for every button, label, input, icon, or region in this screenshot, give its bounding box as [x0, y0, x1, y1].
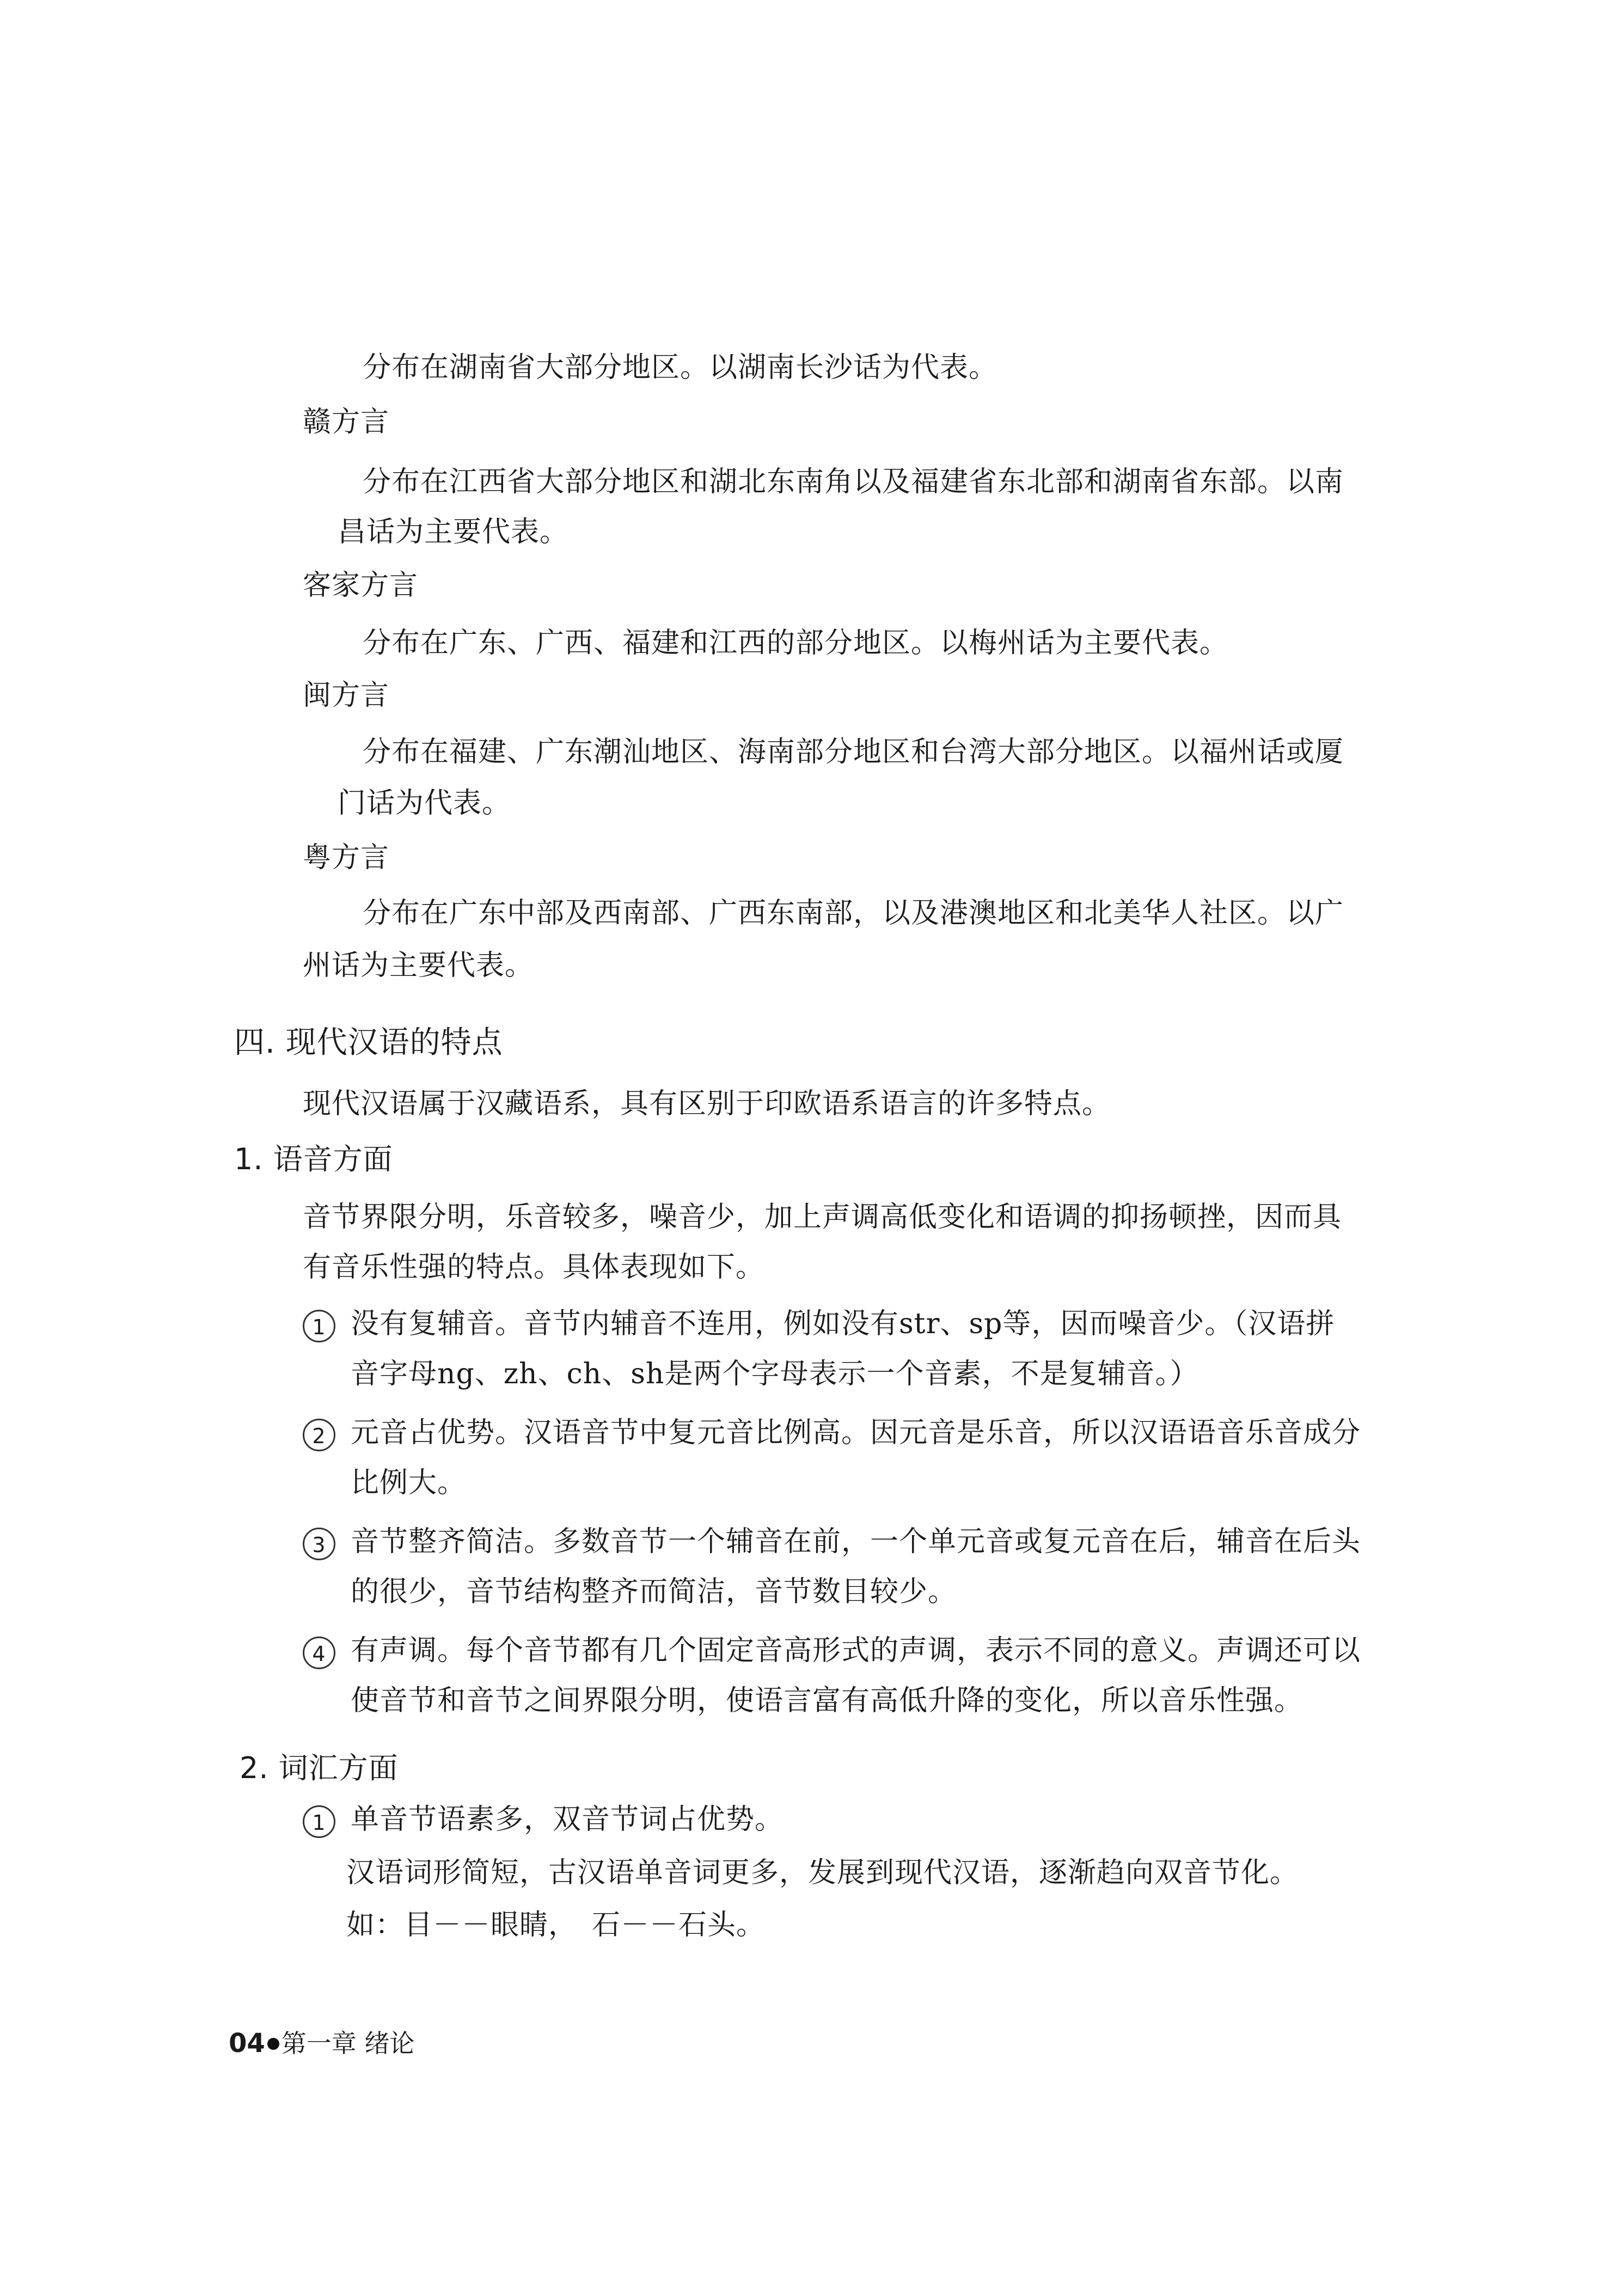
gan-dialect-name: 赣方言	[303, 406, 390, 438]
gan-dialect-desc-1: 分布在江西省大部分地区和湖北东南角以及福建省东北部和湖南省东部。以南	[363, 466, 1344, 498]
circled-number: 2	[303, 1419, 335, 1451]
yue-dialect-desc-1: 分布在广东中部及西南部、广西东南部，以及港澳地区和北美华人社区。以广	[363, 897, 1344, 930]
phonetics-item-line2: 比例大。	[351, 1467, 467, 1499]
phonetics-item-line2: 使音节和音节之间界限分明，使语言富有高低升降的变化，所以音乐性强。	[351, 1684, 1303, 1717]
gan-dialect-desc-2: 昌话为主要代表。	[338, 516, 569, 548]
phonetics-item	[303, 1305, 1335, 1343]
yue-dialect-name: 粤方言	[303, 841, 390, 874]
min-dialect-name: 闽方言	[303, 679, 390, 712]
phonetics-item	[303, 1523, 1361, 1561]
vocab-item	[303, 1800, 784, 1839]
vocab-item-desc: 汉语词形简短，古汉语单音词更多，发展到现代汉语，逐渐趋向双音节化。	[346, 1857, 1299, 1889]
section-intro: 现代汉语属于汉藏语系，具有区别于印欧语系语言的许多特点。	[303, 1088, 1111, 1120]
page-number: 04	[229, 2028, 265, 2059]
yue-dialect-desc-2: 州话为主要代表。	[303, 949, 534, 982]
circled-number: 3	[303, 1528, 335, 1560]
circled-number: 1	[303, 1805, 335, 1838]
vocab-item-text: 单音节语素多，双音节词占优势。	[351, 1803, 784, 1836]
phonetics-item-line2: 的很少，音节结构整齐而简洁，音节数目较少。	[351, 1576, 957, 1608]
vocab-item-example: 如：目－－眼睛， 石－－石头。	[346, 1909, 766, 1941]
min-dialect-desc-1: 分布在福建、广东潮汕地区、海南部分地区和台湾大部分地区。以福州话或厦	[363, 736, 1344, 768]
phonetics-item	[303, 1632, 1361, 1670]
phonetics-item-line1: 没有复辅音。音节内辅音不连用，例如没有str、sp等，因而噪音少。（汉语拼	[351, 1308, 1335, 1340]
hakka-dialect-name: 客家方言	[303, 569, 419, 602]
phonetics-item-line1: 音节整齐简洁。多数音节一个辅音在前，一个单元音或复元音在后，辅音在后头	[351, 1525, 1361, 1558]
phonetics-item-line1: 有声调。每个音节都有几个固定音高形式的声调，表示不同的意义。声调还可以	[351, 1634, 1361, 1667]
chapter-title: 第一章 绪论	[281, 2029, 415, 2058]
bullet-dot-icon	[267, 2038, 279, 2050]
circled-number: 4	[303, 1636, 335, 1669]
phonetics-item	[303, 1414, 1361, 1452]
circled-number: 1	[303, 1310, 335, 1342]
section-heading: 四. 现代汉语的特点	[234, 1025, 503, 1060]
vocab-heading: 2. 词汇方面	[240, 1751, 399, 1785]
page-footer	[229, 2027, 414, 2060]
phonetics-item-line2: 音字母ng、zh、ch、sh是两个字母表示一个音素，不是复辅音。）	[351, 1358, 1199, 1390]
phonetics-item-line1: 元音占优势。汉语音节中复元音比例高。因元音是乐音，所以汉语语音乐音成分	[351, 1416, 1361, 1449]
phonetics-heading: 1. 语音方面	[234, 1142, 393, 1176]
phonetics-intro-1: 音节界限分明，乐音较多，噪音少，加上声调高低变化和语调的抑扬顿挫，因而具	[303, 1201, 1342, 1234]
phonetics-intro-2: 有音乐性强的特点。具体表现如下。	[303, 1251, 765, 1284]
hakka-dialect-desc: 分布在广东、广西、福建和江西的部分地区。以梅州话为主要代表。	[363, 627, 1229, 660]
min-dialect-desc-2: 门话为代表。	[338, 787, 511, 820]
xiang-dialect-desc: 分布在湖南省大部分地区。以湖南长沙话为代表。	[363, 351, 998, 384]
